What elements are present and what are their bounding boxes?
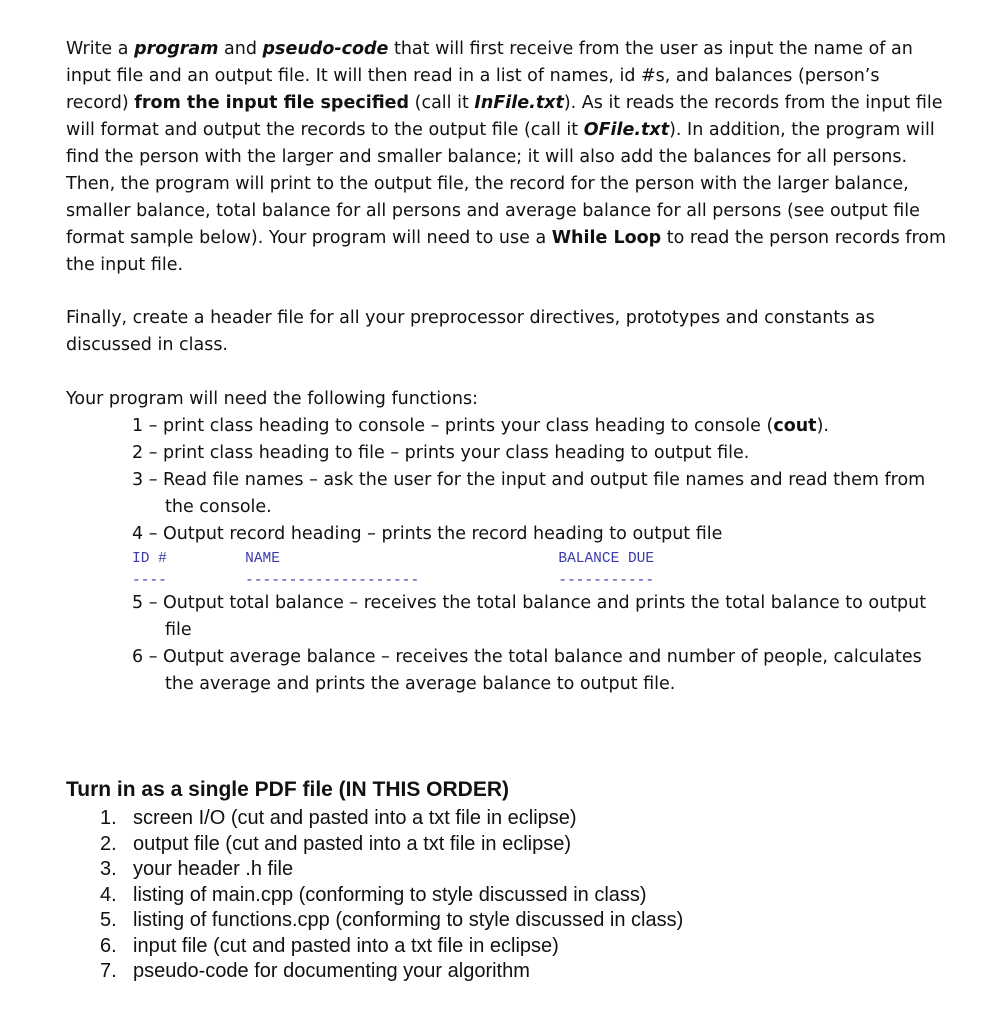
- ofile-name: OFile.txt: [583, 120, 670, 140]
- turn-in-heading: Turn in as a single PDF file (IN THIS ORDER): [66, 778, 509, 801]
- list-item: 4 – Output record heading – prints the record heading to output file: [132, 524, 723, 544]
- list-item: 6. input file (cut and pasted into a txt file in eclipse): [100, 934, 559, 957]
- record-heading-sample: ID # NAME BALANCE DUE ---- -------------------- -----------: [132, 551, 655, 589]
- list-item: 5 – Output total balance – receives the total balance and prints the total balance to output file: [132, 593, 927, 640]
- functions-list: [132, 413, 932, 548]
- list-item: 4. listing of main.cpp (conforming to style discussed in class): [100, 883, 647, 906]
- functions-list-continued: [132, 590, 932, 698]
- pseudo-code-emphasis: pseudo-code: [262, 39, 389, 59]
- from-input-emphasis: from the input file specified: [134, 93, 410, 113]
- functions-intro: Your program will need the following functions:: [66, 389, 478, 409]
- list-item: 1. screen I/O (cut and pasted into a txt file in eclipse): [100, 807, 577, 829]
- list-item: 7. pseudo-code for documenting your algorithm: [100, 960, 530, 982]
- infile-name: InFile.txt: [474, 93, 564, 113]
- list-item: 3. your header .h file: [100, 858, 294, 880]
- list-item: 2. output file (cut and pasted into a txt file in eclipse): [100, 832, 572, 855]
- intro-paragraph: Write a program and pseudo-code that will first receive from the user as input the name of an input file and an output file. It will then read in a list of names, id #s, and balances (person’s record) from the input file specified (call it InFile.txt). As it reads the records from the input file will format and output the records to the output file (call it OFile.txt). In addition, the program will find the person with the larger and smaller balance; it will also add the balances for all persons. Then, the program will print to the output file, the record for the person with the larger balance, smaller balance, total balance for all persons and average balance for all persons (see output file format sample below). Your program will need to use a While Loop to read the person records from the input file.: [66, 39, 947, 275]
- program-emphasis: program: [134, 39, 219, 59]
- list-item: 3 – Read file names – ask the user for the input and output file names and read them from the console.: [132, 470, 926, 517]
- while-loop-emphasis: While Loop: [551, 228, 662, 248]
- turn-in-list: [100, 806, 683, 985]
- list-item: 5. listing of functions.cpp (conforming to style discussed in class): [100, 909, 684, 931]
- list-item: 1 – print class heading to console – prints your class heading to console (cout).: [132, 416, 829, 436]
- finally-paragraph: Finally, create a header file for all your preprocessor directives, prototypes and constants as discussed in class.: [66, 308, 875, 355]
- list-item: 6 – Output average balance – receives the total balance and number of people, calculates the average and prints the average balance to output file.: [132, 647, 922, 694]
- list-item: 2 – print class heading to file – prints your class heading to output file.: [132, 443, 750, 463]
